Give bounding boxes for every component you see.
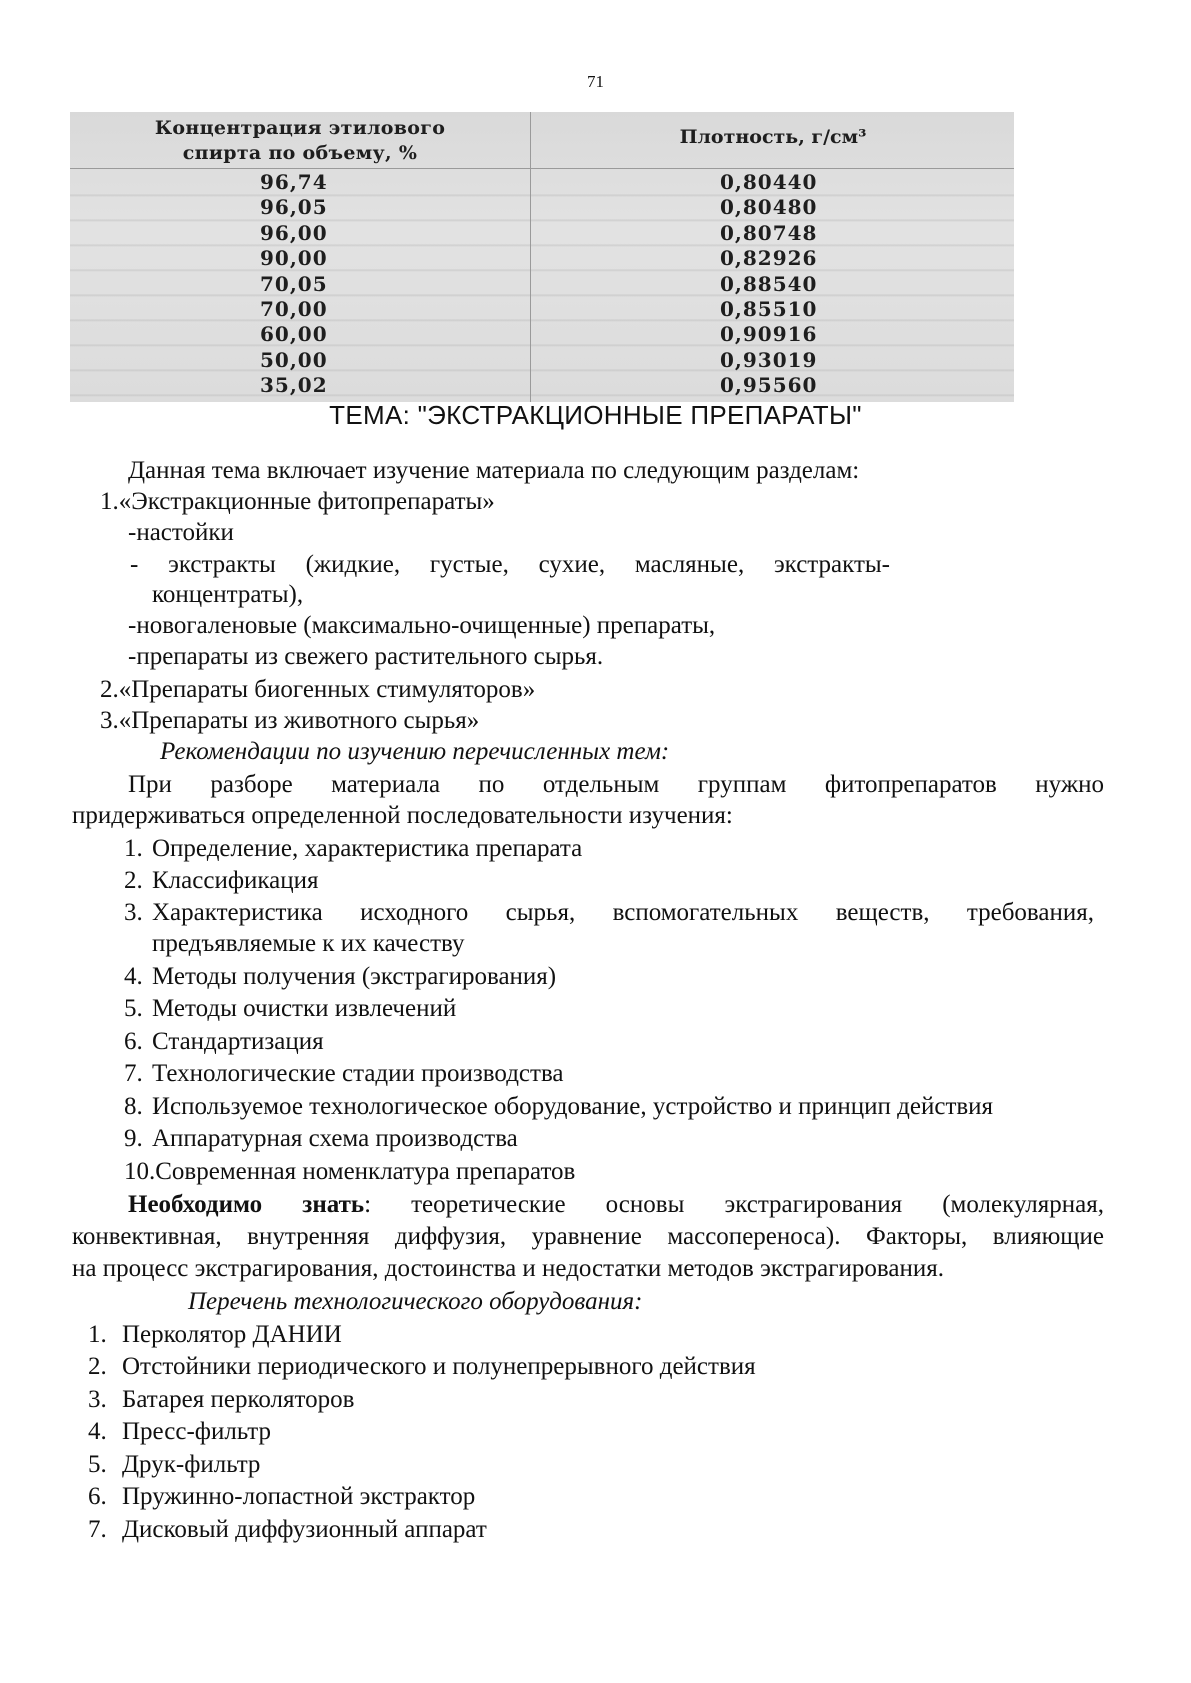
table-cell: 0,95560	[720, 373, 818, 398]
must-know-line: на процесс экстрагирования, достоинства и недостатки методов экстрагирования.	[72, 1255, 944, 1282]
equipment-item: 2. Отстойники периодического и полунепрерывного действия	[88, 1353, 756, 1380]
page-number: 71	[587, 72, 604, 91]
study-step: 2. Классификация	[124, 867, 319, 894]
subitem: -настойки	[128, 519, 234, 546]
density-table	[70, 112, 1014, 402]
recommendations-paragraph-cont: придерживаться определенной последовательности изучения:	[72, 802, 733, 829]
table-column-divider	[530, 112, 531, 402]
subitem: - экстракты (жидкие, густые, сухие, масляные, экстракты-	[130, 551, 890, 578]
table-header-rule	[70, 168, 1014, 169]
equipment-item: 5. Друк-фильтр	[88, 1451, 261, 1478]
study-step-continuation: предъявляемые к их качеству	[152, 930, 465, 957]
table-cell: 35,02	[260, 373, 328, 398]
table-header-density: Плотность, г/см³	[679, 126, 867, 148]
table-cell: 0,85510	[720, 296, 818, 321]
table-cell: 96,74	[260, 170, 328, 194]
study-step: 10.Современная номенклатура препаратов	[124, 1158, 576, 1185]
equipment-item: 1. Перколятор ДАНИИ	[88, 1321, 342, 1348]
study-step: 3. Характеристика исходного сырья, вспомогательных веществ, требования,	[124, 899, 1094, 926]
subitem-continuation: концентраты),	[152, 581, 304, 608]
table-cell: 70,00	[260, 296, 328, 321]
intro-text: Данная тема включает изучение материала по следующим разделам:	[128, 457, 860, 484]
equipment-item: 4. Пресс-фильтр	[88, 1418, 272, 1445]
study-step: 4. Методы получения (экстрагирования)	[124, 963, 557, 990]
subitem: -препараты из свежего растительного сырья.	[128, 643, 604, 670]
must-know-line: Необходимо знать: теоретические основы экстрагирования (молекулярная,	[128, 1191, 1104, 1218]
table-cell: 50,00	[260, 347, 328, 372]
equipment-item: 3. Батарея перколяторов	[88, 1386, 355, 1413]
table-cell: 96,05	[260, 195, 328, 220]
table-cell: 0,80480	[720, 195, 818, 220]
table-header-concentration: Концентрация этилового спирта по объему, %	[154, 117, 446, 164]
table-cell: 90,00	[260, 246, 328, 271]
section-item	[100, 487, 495, 517]
recommendations-paragraph: При разборе материала по отдельным группам фитопрепаратов нужно	[128, 771, 1104, 798]
table-cell: 0,82926	[720, 246, 818, 271]
section-label: «Экстракционные фитопрепараты»	[118, 488, 495, 515]
density-column	[720, 170, 920, 399]
concentration-column	[260, 170, 420, 399]
table-cell: 96,00	[260, 220, 328, 245]
section-number: 1.	[100, 488, 119, 515]
study-step: 7. Технологические стадии производства	[124, 1060, 564, 1087]
equipment-heading: Перечень технологического оборудования:	[188, 1288, 643, 1315]
table-cell: 60,00	[260, 322, 328, 347]
section-item: 2.«Препараты биогенных стимуляторов»	[100, 676, 536, 703]
study-step: 6. Стандартизация	[124, 1028, 324, 1055]
section-item: 3.«Препараты из животного сырья»	[100, 707, 480, 734]
study-step: 8. Используемое технологическое оборудование, устройство и принцип действия	[124, 1093, 994, 1120]
topic-title: ТЕМА: "ЭКСТРАКЦИОННЫЕ ПРЕПАРАТЫ"	[329, 400, 862, 430]
study-step: 9. Аппаратурная схема производства	[124, 1125, 518, 1152]
must-know-line: конвективная, внутренняя диффузия, уравнение массопереноса). Факторы, влияющие	[72, 1223, 1104, 1250]
table-cell: 0,93019	[720, 347, 818, 372]
equipment-item: 7. Дисковый диффузионный аппарат	[88, 1516, 487, 1543]
recommendations-heading: Рекомендации по изучению перечисленных тем:	[160, 738, 670, 765]
table-cell: 70,05	[260, 271, 328, 296]
study-step: 1. Определение, характеристика препарата	[124, 835, 583, 862]
subitem: -новогаленовые (максимально-очищенные) препараты,	[128, 612, 716, 639]
table-cell: 0,88540	[720, 271, 818, 296]
table-cell: 0,80748	[720, 220, 818, 245]
study-step: 5. Методы очистки извлечений	[124, 995, 457, 1022]
table-cell: 0,80440	[720, 170, 818, 194]
equipment-item: 6. Пружинно-лопастной экстрактор	[88, 1483, 476, 1510]
table-cell: 0,90916	[720, 322, 818, 347]
